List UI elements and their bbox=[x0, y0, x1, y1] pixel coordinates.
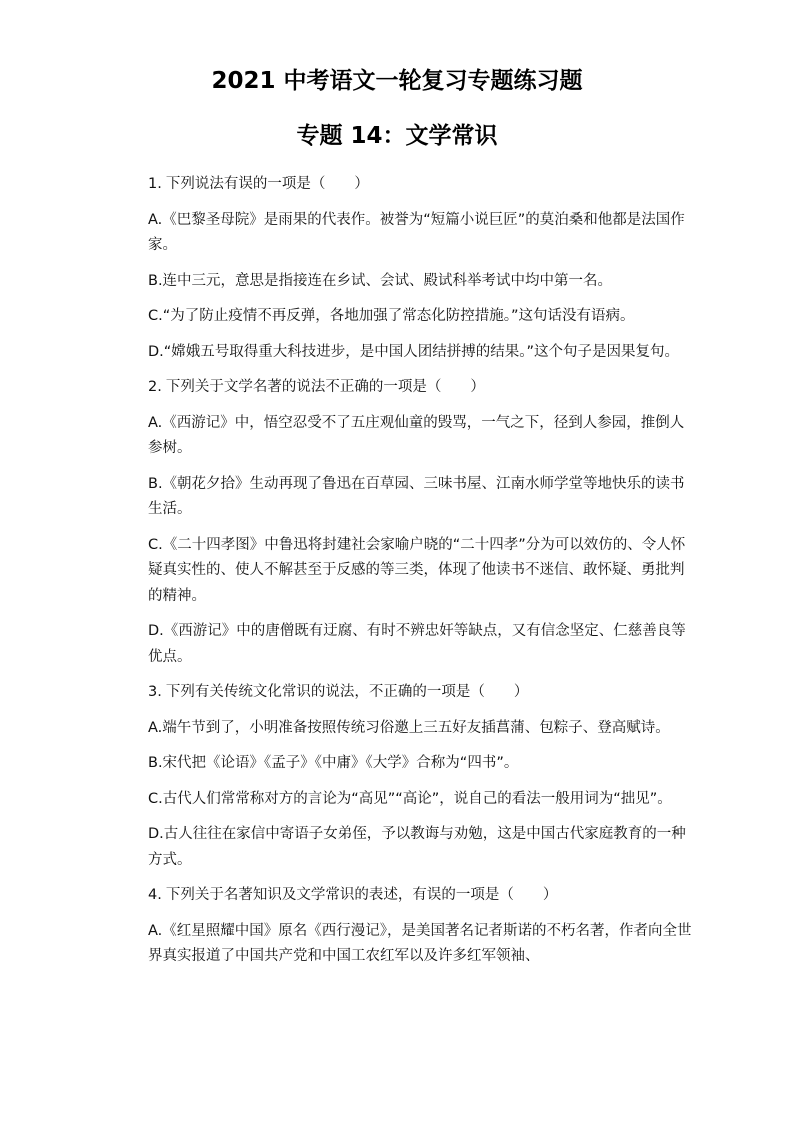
question-text: 下列关于文学名著的说法不正确的一项是（ ） bbox=[165, 379, 485, 395]
question-text: 下列说法有误的一项是（ ） bbox=[165, 176, 369, 192]
question-text: 下列关于名著知识及文学常识的表述，有误的一项是（ ） bbox=[165, 887, 558, 903]
question-3-option-c: C.古代人们常常称对方的言论为“高见”“高论”，说自己的看法一般用词为“拙见”。 bbox=[148, 790, 672, 807]
question-1-stem bbox=[148, 172, 696, 198]
question-4-option-a: A.《红星照耀中国》原名《西行漫记》，是美国著名记者斯诺的不朽名著，作者向全世界真实报道了中国共产党和中国工农红军以及许多红军领袖、 bbox=[148, 922, 692, 964]
question-3-option-b: B.宋代把《论语》《孟子》《中庸》《大学》合称为“四书”。 bbox=[148, 755, 519, 771]
question-1-option-d: D.“嫦娥五号取得重大科技进步，是中国人团结拼搏的结果。”这个句子是因果复句。 bbox=[148, 343, 680, 360]
question-text: 下列有关传统文化常识的说法，不正确的一项是（ ） bbox=[165, 684, 529, 700]
question-list bbox=[148, 172, 696, 980]
question-3-option-d: D.古人往往在家信中寄语子女弟侄，予以教诲与劝勉，这是中国古代家庭教育的一种方式。 bbox=[148, 826, 686, 868]
question-1-option-a: A.《巴黎圣母院》是雨果的代表作。被誉为“短篇小说巨匠”的莫泊桑和他都是法国作家。 bbox=[148, 211, 685, 253]
document-subtitle: 专题 14：文学常识 bbox=[296, 123, 498, 149]
question-3-stem bbox=[148, 680, 696, 706]
document-title: 2021 中考语文一轮复习专题练习题 bbox=[211, 68, 583, 94]
question-1-option-b: B.连中三元，意思是指接连在乡试、会试、殿试科举考试中均中第一名。 bbox=[148, 272, 613, 289]
question-number: 3. bbox=[148, 684, 162, 700]
question-3-option-a: A.端午节到了，小明准备按照传统习俗邀上三五好友插菖蒲、包粽子、登高赋诗。 bbox=[148, 719, 670, 736]
question-1-option-c: C.“为了防止疫情不再反弹，各地加强了常态化防控措施。”这句话没有语病。 bbox=[148, 308, 635, 324]
question-2-option-b: B.《朝花夕拾》生动再现了鲁迅在百草园、三味书屋、江南水师学堂等地快乐的读书生活。 bbox=[148, 475, 685, 517]
question-number: 1. bbox=[148, 176, 162, 192]
question-2-option-d: D.《西游记》中的唐僧既有迂腐、有时不辨忠奸等缺点，又有信念坚定、仁慈善良等优点。 bbox=[148, 623, 686, 665]
question-number: 4. bbox=[148, 887, 162, 903]
question-4-stem bbox=[148, 883, 696, 909]
question-2-option-c: C.《二十四孝图》中鲁迅将封建社会家喻户晓的“二十四孝”分为可以效仿的、令人怀疑真实性的、使人不解甚至于反感的等三类，体现了他读书不迷信、敢怀疑、勇批判的精神。 bbox=[148, 536, 686, 604]
question-2-option-a: A.《西游记》中，悟空忍受不了五庄观仙童的毁骂，一气之下，径到人参园，推倒人参树。 bbox=[148, 414, 685, 456]
question-number: 2. bbox=[148, 379, 162, 395]
question-2-stem bbox=[148, 375, 696, 401]
